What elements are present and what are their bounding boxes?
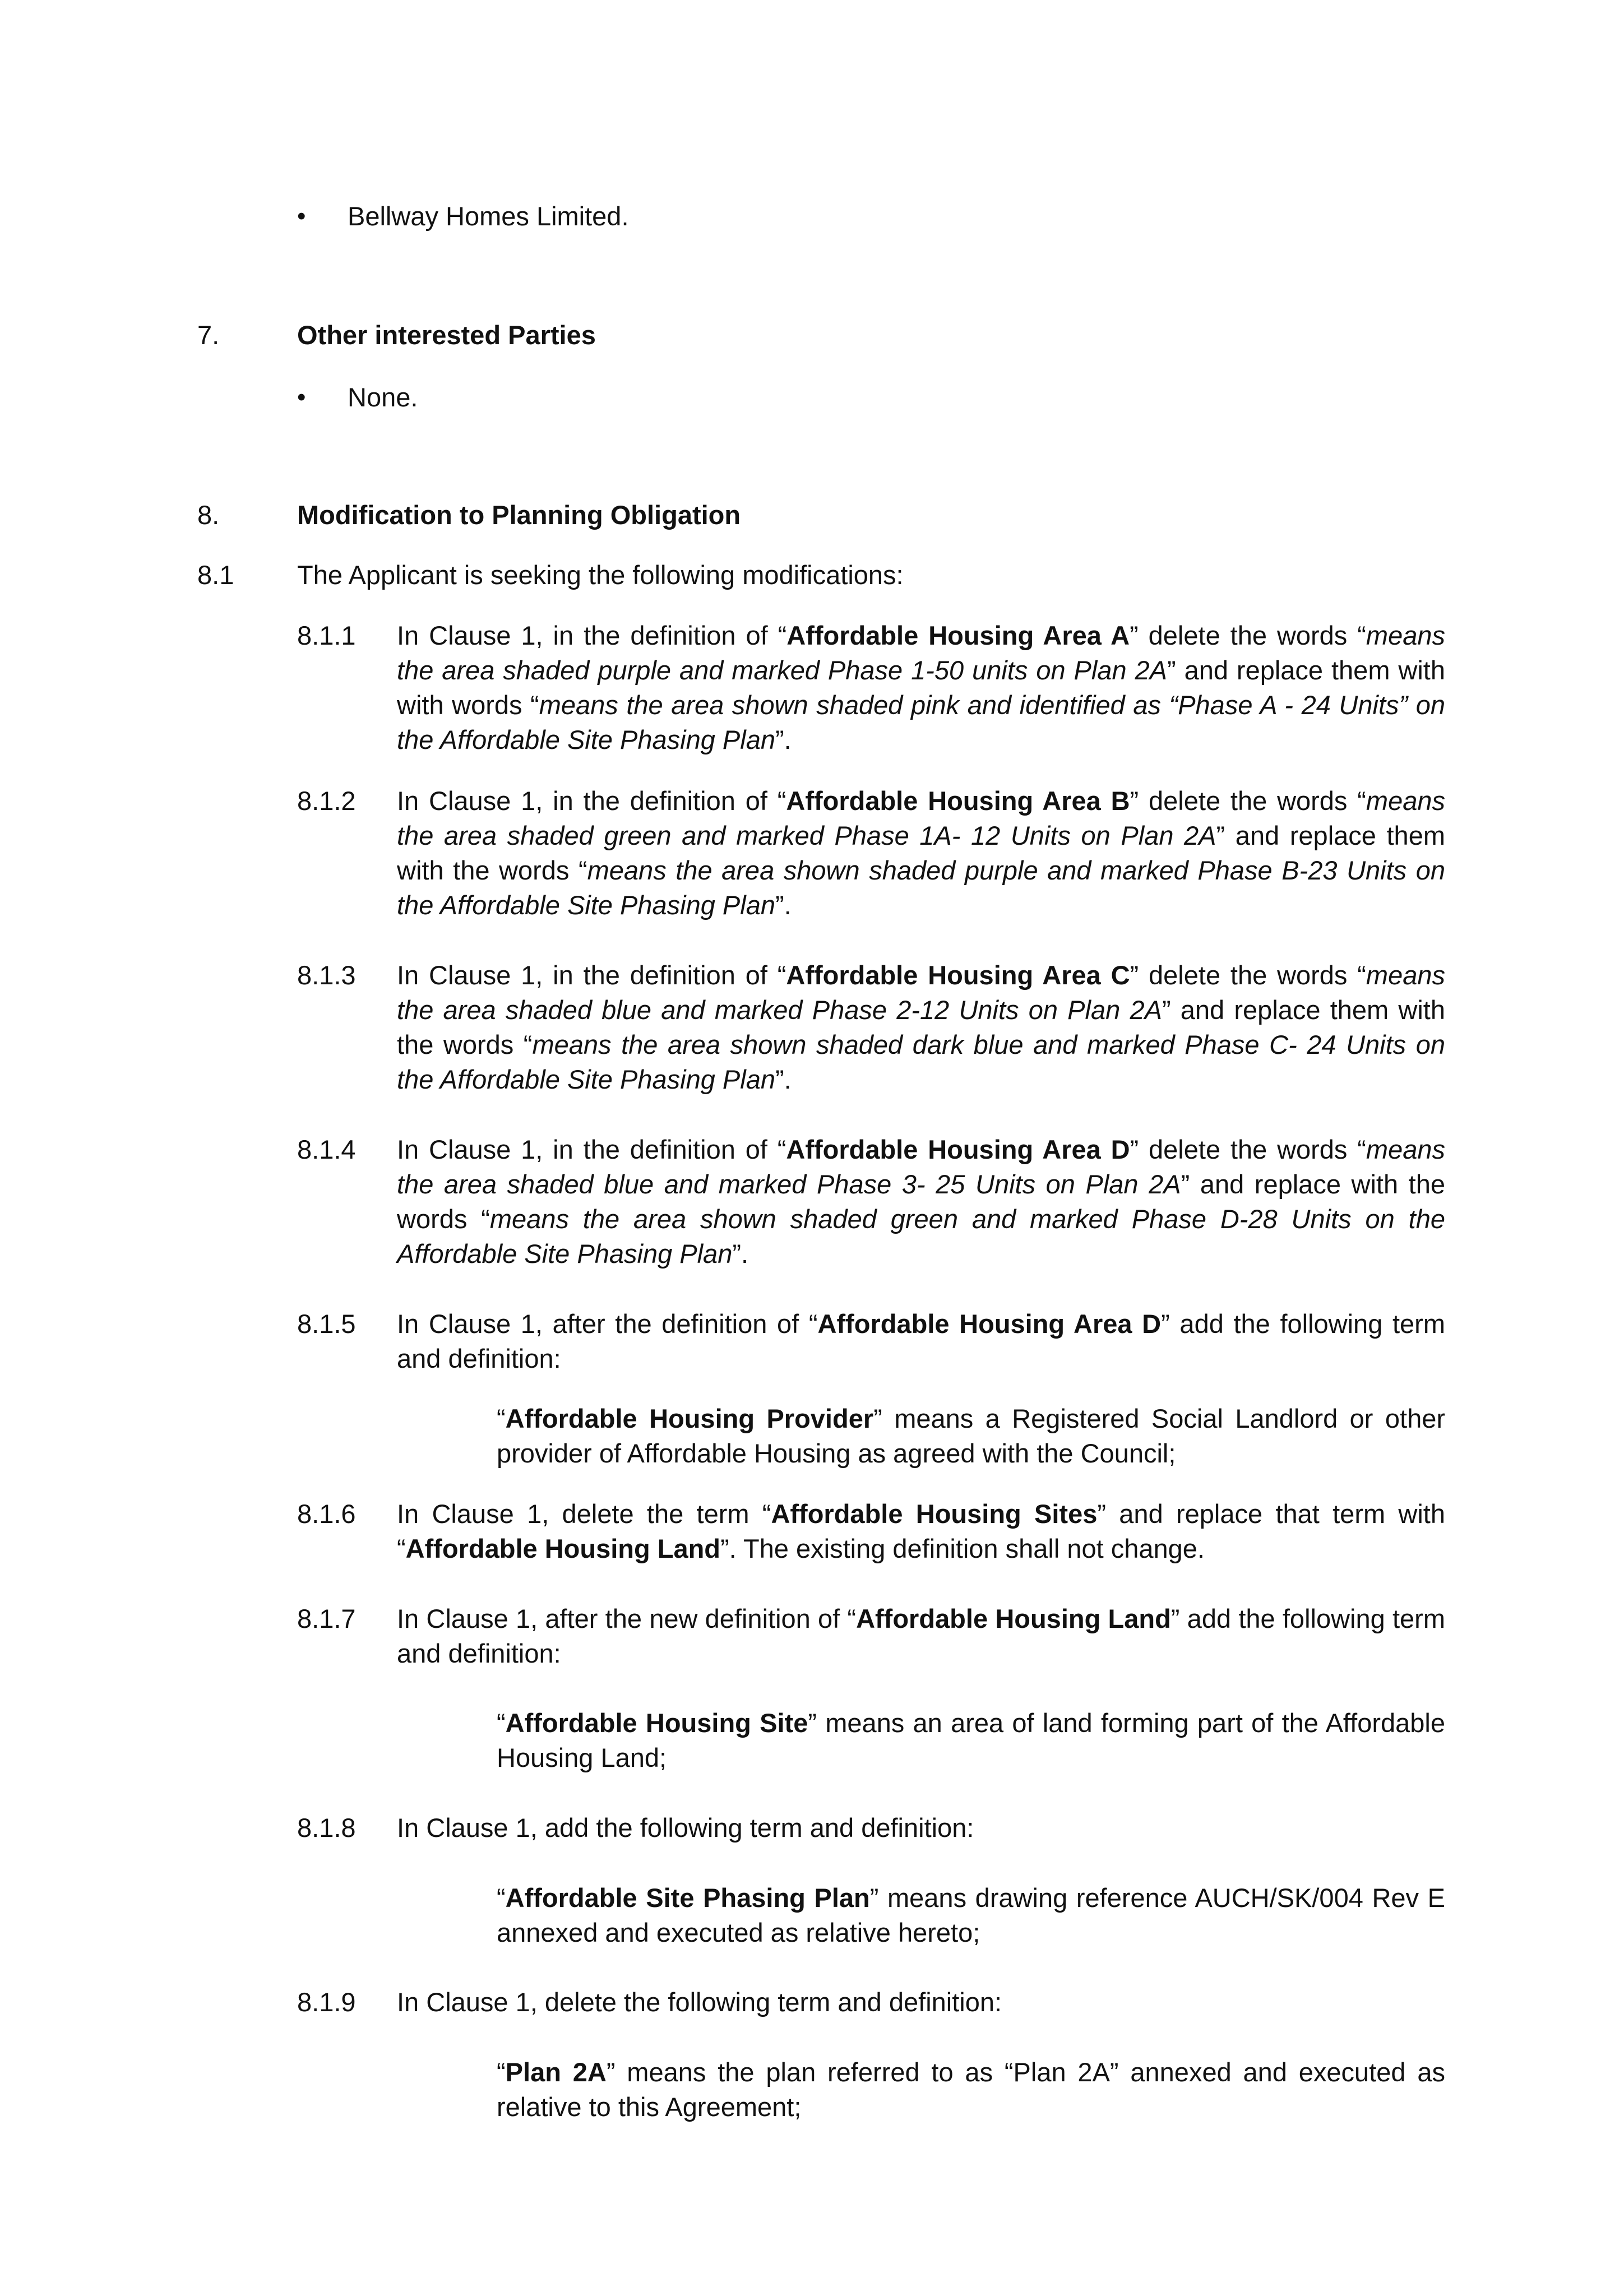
section-title: Modification to Planning Obligation	[297, 500, 741, 530]
bullet-text: None.	[348, 382, 418, 412]
definition-text: “Affordable Housing Site” means an area of land forming part of the Affordable Housing Land;	[497, 1708, 1445, 1772]
section-number: 7.	[197, 320, 220, 350]
item-text: In Clause 1, after the definition of “Affordable Housing Area D” add the following term and definition:	[397, 1309, 1445, 1373]
bullet-icon: •	[297, 383, 306, 411]
item-text: In Clause 1, in the definition of “Affordable Housing Area B” delete the words “means the area shaded green and marked Phase 1A- 12 Units on Plan 2A” and replace them with the words “means the area shown shaded purple and marked Phase B-23 Units on the Affordable Site Phasing Plan”.	[397, 786, 1445, 920]
item-number: 8.1.2	[297, 786, 356, 816]
bullet-icon: •	[297, 202, 306, 230]
subsection-text: The Applicant is seeking the following modifications:	[297, 560, 904, 590]
section-number: 8.	[197, 500, 220, 530]
item-text: In Clause 1, in the definition of “Affordable Housing Area A” delete the words “means the area shaded purple and marked Phase 1-50 units on Plan 2A” and replace them with with words “means the area shown shaded pink and identified as “Phase A - 24 Units” on the Affordable Site Phasing Plan”.	[397, 621, 1445, 754]
definition-text: “Plan 2A” means the plan referred to as “Plan 2A” annexed and executed as relative to this Agreement;	[497, 2057, 1445, 2122]
item-number: 8.1.8	[297, 1813, 356, 1843]
item-text: In Clause 1, in the definition of “Affordable Housing Area C” delete the words “means the area shaded blue and marked Phase 2-12 Units on Plan 2A” and replace them with the words “means the area shown shaded dark blue and marked Phase C- 24 Units on the Affordable Site Phasing Plan”.	[397, 960, 1445, 1094]
item-number: 8.1.3	[297, 960, 356, 990]
item-number: 8.1.5	[297, 1309, 356, 1339]
subsection-number: 8.1	[197, 560, 234, 590]
item-number: 8.1.7	[297, 1604, 356, 1633]
item-number: 8.1.9	[297, 1987, 356, 2017]
section-title: Other interested Parties	[297, 320, 596, 350]
item-number: 8.1.6	[297, 1499, 356, 1529]
item-text: In Clause 1, delete the following term and definition:	[397, 1987, 1002, 2017]
definition-text: “Affordable Site Phasing Plan” means drawing reference AUCH/SK/004 Rev E annexed and executed as relative hereto;	[497, 1883, 1445, 1947]
item-number: 8.1.1	[297, 621, 356, 650]
item-text: In Clause 1, add the following term and definition:	[397, 1813, 974, 1843]
item-number: 8.1.4	[297, 1135, 356, 1164]
item-text: In Clause 1, in the definition of “Affordable Housing Area D” delete the words “means the area shaded blue and marked Phase 3- 25 Units on Plan 2A” and replace with the words “means the area shown shaded green and marked Phase D-28 Units on the Affordable Site Phasing Plan”.	[397, 1135, 1445, 1269]
bullet-text: Bellway Homes Limited.	[348, 201, 629, 231]
item-text: In Clause 1, after the new definition of “Affordable Housing Land” add the following term and definition:	[397, 1604, 1445, 1668]
definition-text: “Affordable Housing Provider” means a Registered Social Landlord or other provider of Affordable Housing as agreed with the Council;	[497, 1404, 1445, 1468]
item-text: In Clause 1, delete the term “Affordable Housing Sites” and replace that term with “Affordable Housing Land”. The existing definition shall not change.	[397, 1499, 1445, 1563]
